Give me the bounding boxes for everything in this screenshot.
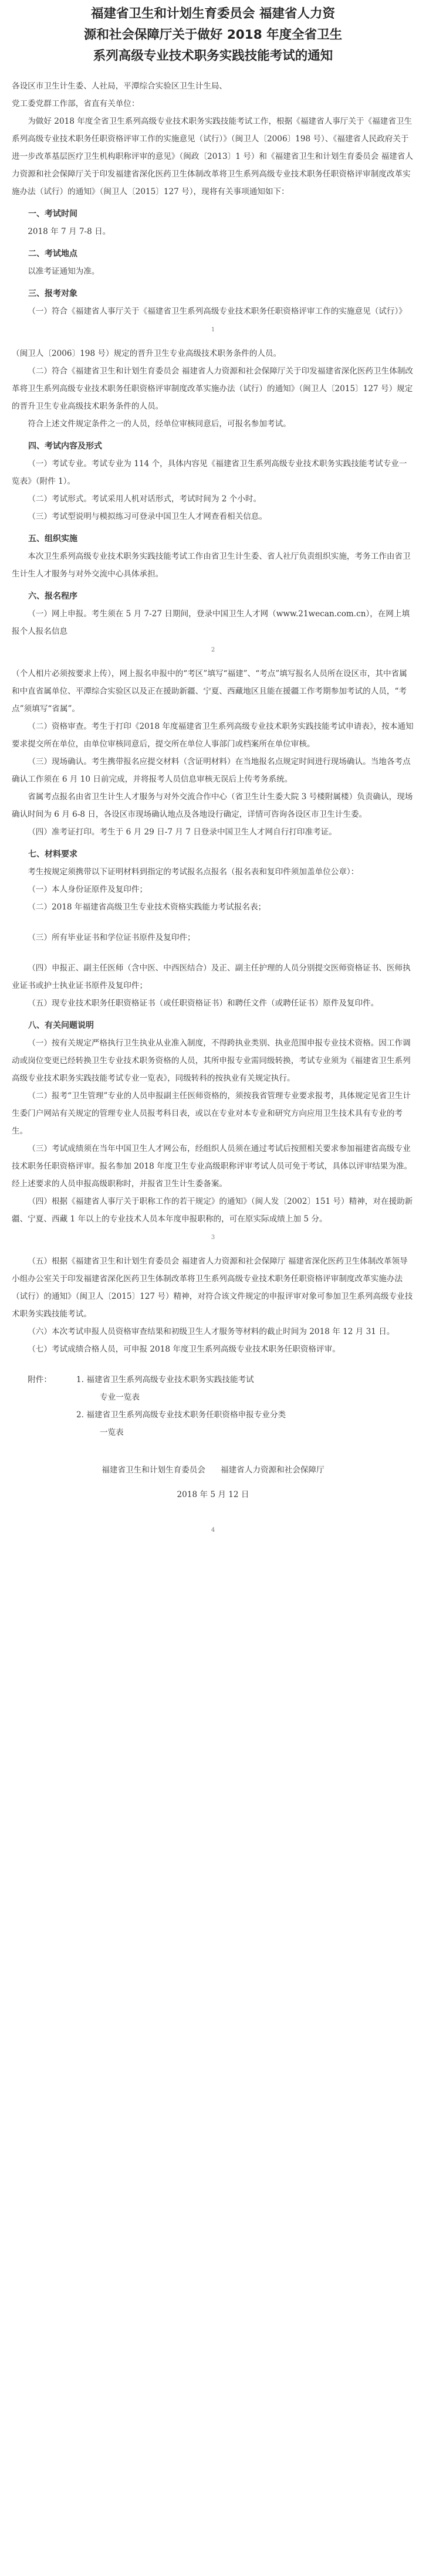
section-heading: 七、材料要求: [28, 850, 77, 859]
section-body: （二）考试形式。考试采用人机对话形式，考试时间为 2 个小时。: [28, 494, 262, 504]
section-body: （一）按有关规定严格执行卫生执业从业准入制度，不得跨执业类别、执业范围申报专业技术资格。因工作调动或岗位变更已经转换卫生专业技术职务资格的人员，其所申报专业需同级转换，考试专业须为《福建省卫生系列高级专业技术职务实践技能考试专业一览表》，同级转科的按执业有关规定执行。: [12, 1038, 411, 1083]
attachment-1: [12, 1371, 414, 1389]
section-body: （四）准考证打印。考生于 6 月 29 日-7 月 7 日登录中国卫生人才网自行打印准考证。: [28, 827, 337, 837]
attachment-label: 附件：: [28, 1375, 52, 1384]
title-line: 福建省卫生和计划生育委员会 福建省人力资: [91, 6, 335, 21]
section-heading: 四、考试内容及形式: [28, 442, 102, 451]
attachment-text: 一览表: [100, 1428, 124, 1437]
recipients: 各设区市卫生计生委、人社局，平潭综合实验区卫生计生局、: [12, 82, 228, 91]
section-body: 符合上述文件规定条件之一的人员，经单位审核同意后，可报名参加考试。: [28, 419, 291, 429]
recipients: 党工委党群工作部，省直有关单位：: [12, 99, 140, 108]
page-marker: 3: [211, 1234, 215, 1241]
document-title: [12, 4, 414, 67]
signature-orgs: [12, 1461, 414, 1479]
section-body: （三）考试成绩须在当年中国卫生人才网公布，经组织人员须在通过考试后按照相关要求参加福建省高级专业技术职务任职资格评审。报名参加 2018 年度卫生专业高级职称评审考试人员可免于考试，具体以评审结果为准。经上述要求的人员申报高级职称时，并报省卫生计生委备案。: [12, 1144, 413, 1189]
section-heading: 二、考试地点: [28, 249, 77, 259]
section-body: （一）网上申报。考生须在 5 月 7-27 日期间，登录中国卫生人才网（www.21wecan.com.cn），在网上填报个人报名信息: [12, 609, 410, 636]
list-item: （五）现专业技术职务任职资格证书（或任职资格证书）和聘任文件（或聘任证书）原件及复印件。: [28, 999, 379, 1008]
section-heading: 八、有关问题说明: [28, 1021, 94, 1030]
section-body: （五）根据《福建省卫生和计划生育委员会 福建省人力资源和社会保障厅 福建省深化医药卫生体制改革领导小组办公室关于印发福建省深化医药卫生体制改革将卫生系列高级专业技术职务任职资格评审制度改革实施办法（试行）的通知》（闽卫人〔2015〕127 号）精神，对符合该文件规定的申报评审对象可参加卫生系列高级专业技术职务实践技能考试。: [12, 1257, 413, 1319]
list-item: （二）2018 年福建省高级卫生专业技术资格实践能力考试报名表；: [28, 902, 266, 912]
section-body: 2018 年 7 月 7-8 日。: [28, 227, 111, 236]
section-heading: 五、组织实施: [28, 534, 77, 544]
section-body: （三）现场确认。考生携带报名应提交材料（含证明材料）在当地报名点规定时间进行现场确认。当地各考点确认工作须在 6 月 10 日前完成，并将报考人员信息审核无误后上传考务系统。: [12, 757, 411, 784]
section-body: 考生按规定须携带以下证明材料到指定的考试报名点报名（报名表和复印件须加盖单位公章）：: [28, 867, 359, 877]
section-body: （三）考试型说明与模拟练习可登录中国卫生人才网查看相关信息。: [28, 512, 267, 521]
section-body: （四）根据《福建省人事厅关于职称工作的若干规定》的通知》（闽人发〔2002〕151 号）精神，对在援助新疆、宁夏、西藏 1 年以上的专业技术人员本年度申报职称的，可在原实际成绩上加 5 分。: [12, 1197, 413, 1224]
attachment-text: 1. 福建省卫生系列高级专业技术职务实践技能考试: [76, 1375, 254, 1384]
section-body: （七）考试成绩合格人员，可申报 2018 年度卫生系列高级专业技术职务任职资格评审。: [28, 1345, 340, 1354]
list-item: （一）本人身份证原件及复印件；: [28, 885, 148, 894]
page-marker: 4: [211, 1527, 215, 1533]
section-body: （闽卫人〔2006〕198 号）规定的晋升卫生专业高级技术职务条件的人员。: [12, 349, 282, 358]
attachment-text: 2. 福建省卫生系列高级专业技术职务任职资格申报专业分类: [76, 1410, 286, 1420]
title-line: 系列高级专业技术职务实践技能考试的通知: [93, 49, 333, 63]
issuer-org: 福建省卫生和计划生育委员会: [102, 1465, 205, 1475]
title-line: 源和社会保障厅关于做好 2018 年度全省卫生: [83, 28, 343, 42]
section-body: 省属考点报名由省卫生计生人才服务与对外交流合作中心（省卫生计生委大院 3 号楼附属楼）负责确认，现场确认时间为 6 月 6-8 日，各设区市现场确认地点及各地设行确定，详情可咨询各设区市卫生计生委。: [12, 792, 413, 819]
section-heading: 一、考试时间: [28, 209, 77, 219]
list-item: （四）申报正、副主任医师（含中医、中西医结合）及正、副主任护理的人员分别提交医师资格证书、医师执业证书或护士执业证书原件及复印件；: [12, 963, 411, 990]
section-body: 本次卫生系列高级专业技术职务实践技能考试工作由省卫生计生委、省人社厅负责组织实施，考务工作由省卫生计生人才服务与对外交流中心具体承担。: [12, 552, 411, 579]
issuer-org: 福建省人力资源和社会保障厅: [221, 1465, 324, 1475]
section-body: （六）本次考试申报人员资格审查结果和初级卫生人才服务等材料的截止时间为 2018 年 12 月 31 日。: [28, 1327, 395, 1336]
section-body: （一）考试专业。考试专业为 114 个，具体内容见《福建省卫生系列高级专业技术职务实践技能考试专业一览表》（附件 1）。: [12, 459, 407, 486]
issue-date: 2018 年 5 月 12 日: [177, 1490, 249, 1499]
page-marker: 1: [211, 327, 215, 333]
section-body: 以准考证通知为准。: [28, 267, 100, 276]
section-body: （二）报考“卫生管理”专业的人员申报副主任医师资格的，须按我省管理专业要求报考，具体规定见省卫生计生委门户网站有关规定的管理专业人员报考科目表，或以在专业对本专业和研究方向应用卫生技术具有专业的考生。: [12, 1091, 411, 1136]
attachment-text: 专业一览表: [100, 1393, 140, 1402]
intro-paragraph: 为做好 2018 年度全省卫生系列高级专业技术职务实践技能考试工作，根据《福建省人事厅关于《福建省卫生系列高级专业技术职务任职资格评审工作的实施意见（试行）》（闽卫人〔2006〕198 号）、《福建省人民政府关于进一步改革基层医疗卫生机构职称评审的意见》（闽政〔2013〕1 号）和《福建省卫生和计划生育委员会 福建省人力资源和社会保障厅关于印发福建省深化医药卫生体制改革将卫生系列高级专业技术职务任职资格评审制度改革实施办法（试行）的通知》（闽卫人〔2015〕127 号），现将有关事项通知如下：: [12, 117, 413, 196]
list-item: （三）所有毕业证书和学位证书原件及复印件；: [28, 933, 195, 942]
page-marker: 2: [211, 647, 215, 653]
section-heading: 三、报考对象: [28, 289, 77, 298]
section-heading: 六、报名程序: [28, 592, 77, 601]
section-body: （个人相片必须按要求上传），网上报名申报中的“考区”填写“福建”、“考点”填写报名人员所在设区市，其中省属和中直省属单位、平潭综合实验区以及正在援助新疆、宁夏、西藏地区且能在援疆工作考期参加考试的人员，“考点”须填写“省属”。: [12, 669, 407, 714]
section-body: （二）符合《福建省卫生和计划生育委员会 福建省人力资源和社会保障厅关于印发福建省深化医药卫生体制改革将卫生系列高级专业技术职务任职资格评审制度改革实施办法（试行）的通知》（闽卫人〔2015〕127 号）规定的晋升卫生专业高级技术职务条件的人员。: [12, 366, 414, 411]
section-body: （二）资格审查。考生于打印《2018 年度福建省卫生系列高级专业技术职务实践技能考试申请表》，按本通知要求提交所在单位，由单位审核同意后，提交所在单位人事部门或档案所在单位审核。: [12, 722, 414, 749]
section-body: （一）符合《福建省人事厅关于《福建省卫生系列高级专业技术职务任职资格评审工作的实施意见（试行）》: [28, 307, 407, 316]
